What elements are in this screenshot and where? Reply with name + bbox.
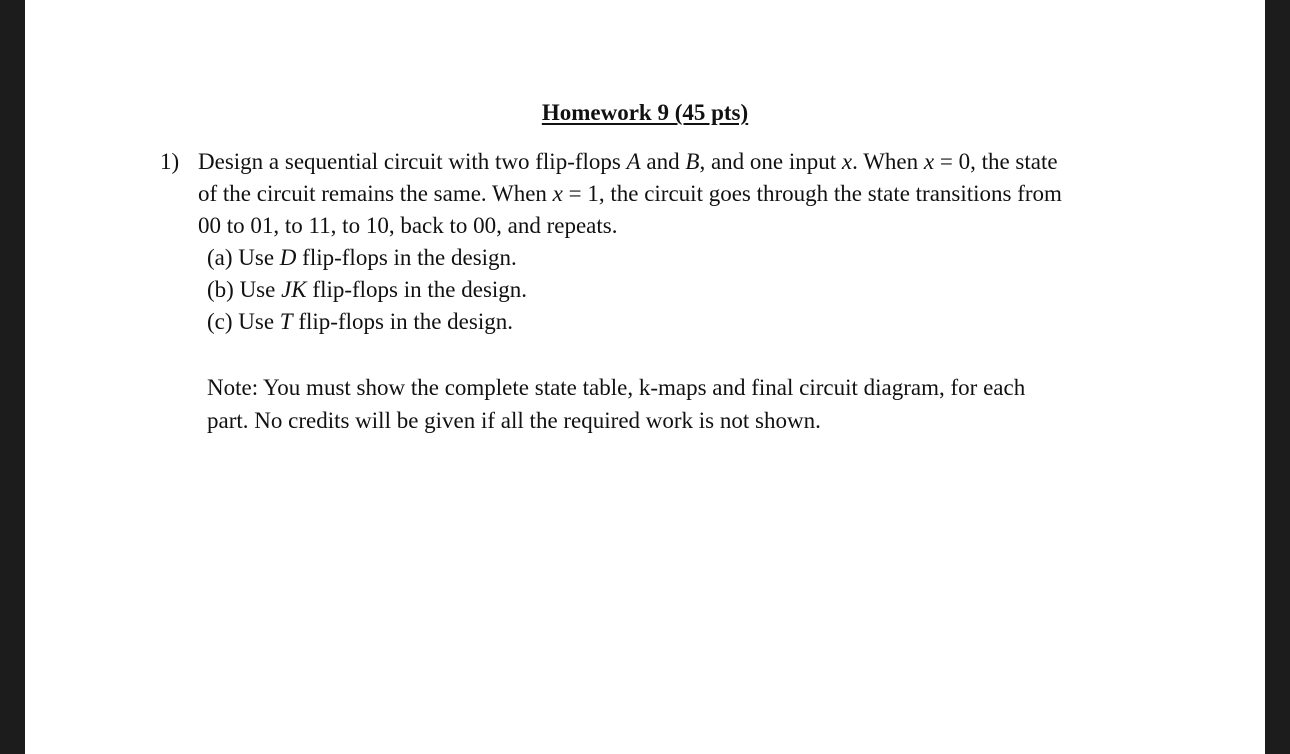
part-suffix: flip-flops in the design. [296,245,517,270]
statement-line-2 [198,178,1158,210]
homework-title: Homework 9 (45 pts) [541,100,749,125]
variable-a: A [626,149,641,174]
statement-line-3: 00 to 01, to 11, to 10, back to 00, and repeats. [198,213,618,238]
note-line-2: part. No credits will be given if all the required work is not shown. [207,408,821,433]
part-prefix: (b) Use [207,277,282,302]
part-suffix: flip-flops in the design. [306,277,528,302]
statement-text: = 0, the state [934,149,1058,174]
flip-flop-type: T [279,309,293,334]
note [207,372,1025,438]
statement-text: of the circuit remains the same. When [198,181,553,206]
variable-b: B [685,149,700,174]
statement-text: Design a sequential circuit with two flip-flops [198,149,627,174]
statement-text: . When [852,149,924,174]
document-page [25,0,1265,754]
statement-text: and [640,149,686,174]
variable-x: x [552,181,563,206]
flip-flop-type: D [279,245,297,270]
variable-x: x [841,149,853,174]
statement-text: , and one input [699,149,842,174]
problem-parts [207,242,527,338]
part-suffix: flip-flops in the design. [292,309,513,334]
statement-line-1 [198,146,1158,178]
part-b [207,274,527,306]
problem-number: 1) [160,149,180,174]
problem-statement [198,146,1158,242]
flip-flop-type: JK [281,277,307,302]
note-line-1: Note: You must show the complete state table, k-maps and final circuit diagram, for each [207,375,1026,400]
statement-text: = 1, the circuit goes through the state transitions from [562,181,1062,206]
part-c [207,306,527,338]
part-prefix: (c) Use [207,309,280,334]
part-a [207,242,527,274]
part-prefix: (a) Use [207,245,280,270]
variable-x: x [923,149,935,174]
